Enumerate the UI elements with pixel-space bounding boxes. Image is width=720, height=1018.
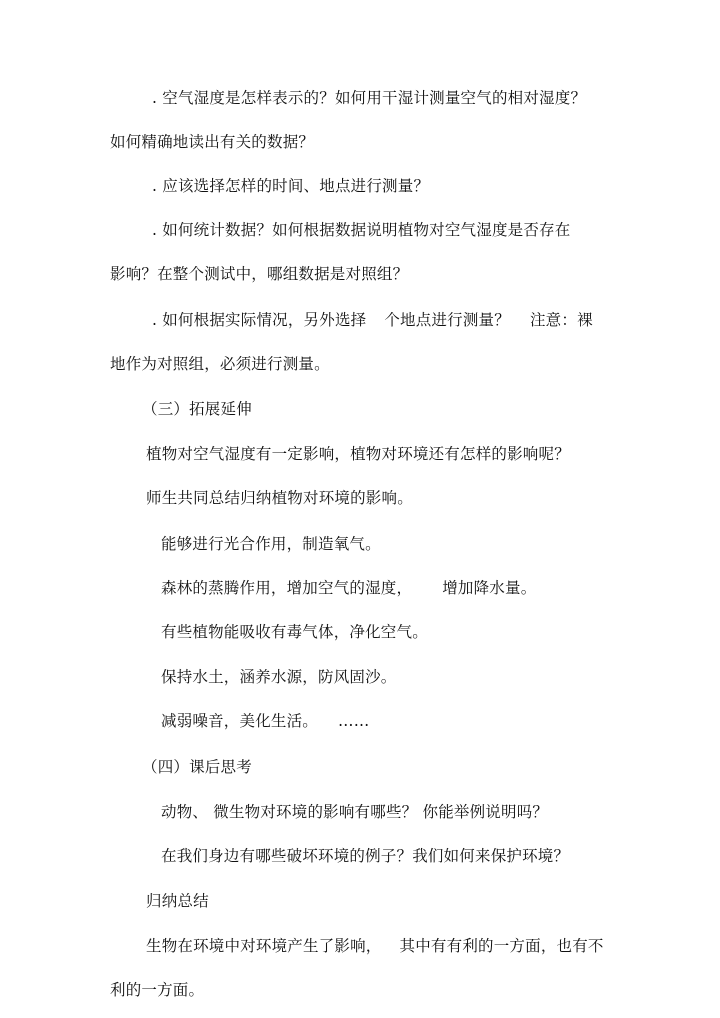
reflection-question-2 [161,846,569,866]
impact-item-3-text: 有些植物能吸收有毒气体，净化空气。 [161,623,428,641]
section-4-heading [142,757,252,777]
summary-title: 归纳总结 [146,892,209,910]
reflection-q1-part-2: 微生物对环境的影响有哪些？ [213,803,418,821]
question-3-continuation: 影响？在整个测试中，哪组数据是对照组？ [110,265,409,283]
summary-text-part-1: 生物在环境中对环境产生了影响， [146,937,382,955]
impact-item-1 [161,534,381,554]
impact-item-4-text: 保持水土，涵养水源，防风固沙。 [161,668,397,686]
question-1-line-1 [152,88,586,108]
question-4-line-2 [110,354,330,374]
question-4-continuation: 地作为对照组，必须进行测量。 [110,355,330,373]
summary-intro [146,488,413,508]
question-3-line-1 [152,220,570,240]
question-2-text: . 应该选择怎样的时间、地点进行测量？ [152,177,430,195]
extension-intro [146,444,570,464]
section-4-title: （四）课后思考 [142,758,252,776]
reflection-q1-part-1: 动物、 [161,803,209,821]
question-4-line-1 [152,310,593,330]
question-4-part-1: . 如何根据实际情况，另外选择 [152,311,367,329]
question-4-part-2: 个地点进行测量？ [384,311,510,329]
impact-item-3 [161,622,428,642]
section-3-title: （三）拓展延伸 [142,400,252,418]
summary-continuation: 利的一方面。 [110,981,205,999]
reflection-question-1 [161,802,548,822]
summary-heading [146,891,209,911]
impact-item-1-text: 能够进行光合作用，制造氧气。 [161,535,381,553]
question-1-text: . 空气湿度是怎样表示的？如何用干湿计测量空气的相对湿度？ [152,89,587,107]
reflection-q1-part-3: 你能举例说明吗？ [422,803,549,821]
question-1-line-2 [110,132,314,152]
reflection-q2-text: 在我们身边有哪些破坏环境的例子？我们如何来保护环境？ [161,847,570,865]
impact-item-2-continuation: 增加降水量。 [442,579,537,597]
impact-item-2-text: 森林的蒸腾作用，增加空气的湿度， [161,579,413,597]
impact-item-2 [161,578,536,598]
summary-line-1 [146,936,604,956]
impact-item-4 [161,667,397,687]
extension-intro-text: 植物对空气湿度有一定影响，植物对环境还有怎样的影响呢？ [146,445,570,463]
question-2-line [152,176,429,196]
question-3-text: . 如何统计数据？如何根据数据说明植物对空气湿度是否存在 [152,221,571,239]
summary-line-2 [110,980,204,1000]
question-4-note: 注意：裸 [529,311,593,329]
section-3-heading [142,399,252,419]
summary-intro-text: 师生共同总结归纳植物对环境的影响。 [146,489,413,507]
impact-item-5 [161,711,369,731]
question-1-continuation: 如何精确地读出有关的数据？ [110,133,315,151]
ellipsis: …… [338,712,370,730]
summary-text-part-2: 其中有有利的一方面，也有不 [399,937,604,955]
impact-item-5-text: 减弱噪音，美化生活。 [161,712,319,730]
question-3-line-2 [110,264,408,284]
